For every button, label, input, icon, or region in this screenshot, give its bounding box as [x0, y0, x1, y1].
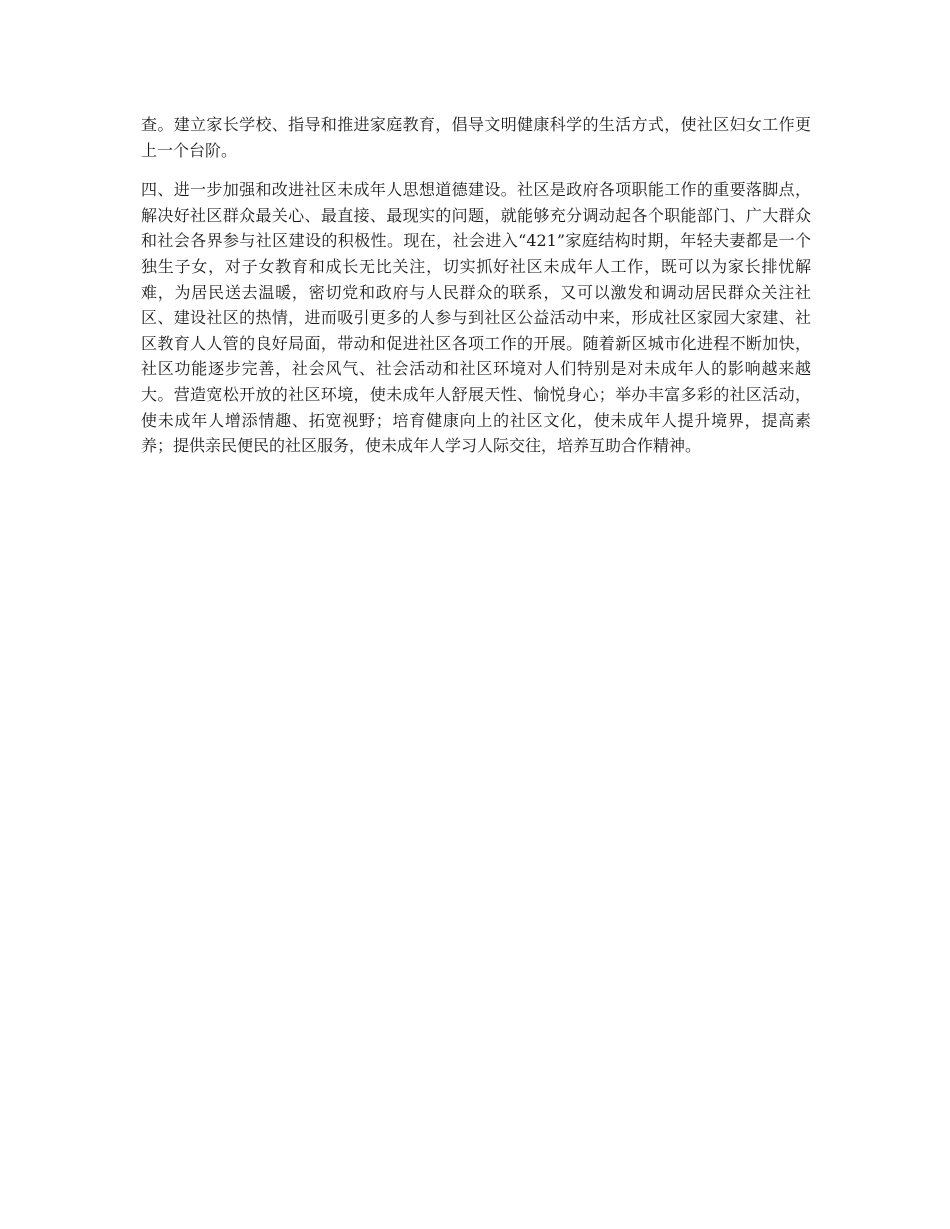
document-body [141, 112, 811, 473]
paragraph-continuation: 查。建立家长学校、指导和推进家庭教育，倡导文明健康科学的生活方式，使社区妇女工作更上一个台阶。 [141, 115, 811, 160]
paragraph-section-four: 四、进一步加强和改进社区未成年人思想道德建设。社区是政府各项职能工作的重要落脚点，解决好社区群众最关心、最直接、最现实的问题，就能够充分调动起各个职能部门、广大群众和社会各界参与社区建设的积极性。现在，社会进入“421”家庭结构时期，年轻夫妻都是一个独生子女，对子女教育和成长无比关注，切实抓好社区未成年人工作，既可以为家长排忧解难，为居民送去温暖，密切党和政府与人民群众的联系，又可以激发和调动居民群众关注社区、建设社区的热情，进而吸引更多的人参与到社区公益活动中来，形成社区家园大家建、社区教育人人管的良好局面，带动和促进社区各项工作的开展。随着新区城市化进程不断加快，社区功能逐步完善，社会风气、社会活动和社区环境对人们特别是对未成年人的影响越来越大。营造宽松开放的社区环境，使未成年人舒展天性、愉悦身心；举办丰富多彩的社区活动，使未成年人增添情趣、拓宽视野；培育健康向上的社区文化，使未成年人提升境界，提高素养；提供亲民便民的社区服务，使未成年人学习人际交往，培养互助合作精神。 [141, 180, 811, 456]
